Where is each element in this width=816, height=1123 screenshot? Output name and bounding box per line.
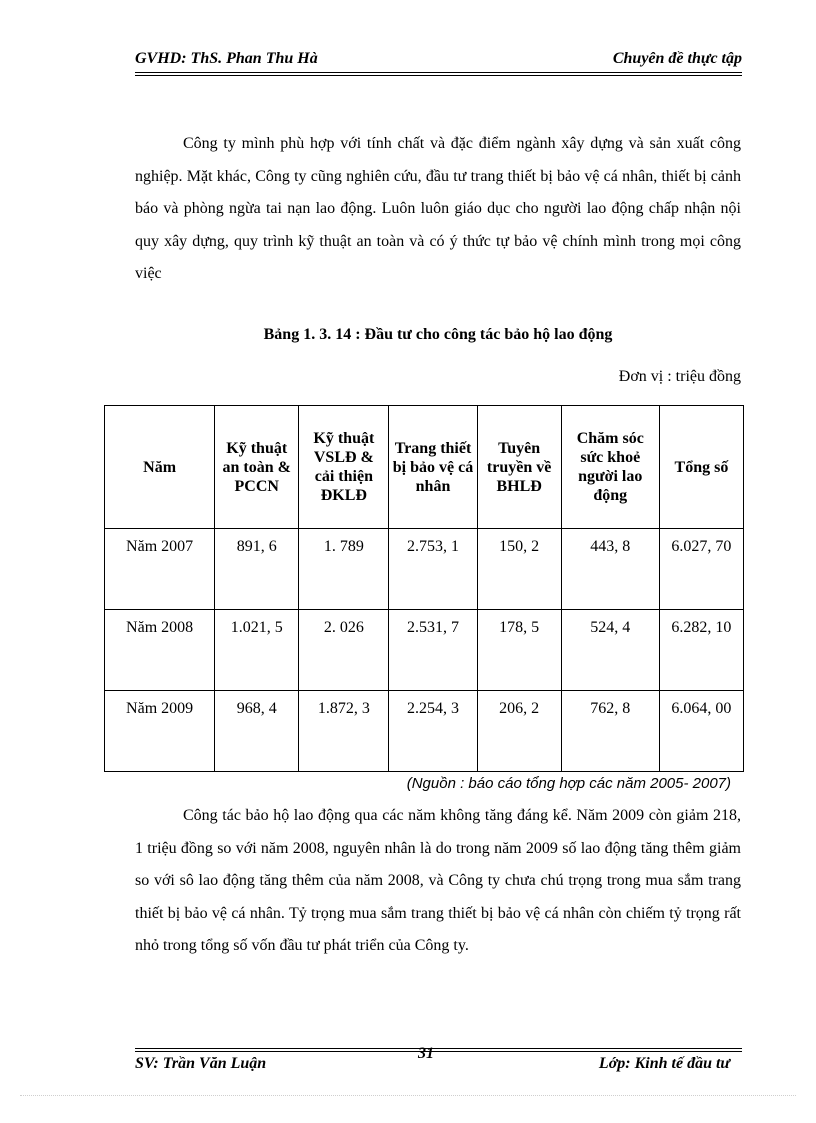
- table-row: [105, 529, 744, 610]
- table-row: [105, 610, 744, 691]
- header-divider-double: [135, 75, 742, 76]
- cell-equipment: 2.531, 7: [389, 610, 477, 691]
- page-edge-dots: [20, 1095, 796, 1096]
- cell-year: Năm 2008: [105, 610, 215, 691]
- cell-healthcare: 762, 8: [561, 691, 659, 772]
- table-caption: Bảng 1. 3. 14 : Đầu tư cho công tác bảo hộ lao động: [263, 326, 613, 343]
- cell-equipment: 2.254, 3: [389, 691, 477, 772]
- col-header-hygiene: Kỹ thuật VSLĐ & cải thiện ĐKLĐ: [299, 406, 389, 529]
- table-source: (Nguồn : báo cáo tổng hợp các năm 2005- 2007): [406, 775, 731, 792]
- cell-total: 6.282, 10: [659, 610, 743, 691]
- header-divider: [135, 72, 742, 73]
- header-supervisor: GVHD: ThS. Phan Thu Hà: [135, 50, 318, 67]
- cell-year: Năm 2007: [105, 529, 215, 610]
- cell-safety: 891, 6: [215, 529, 299, 610]
- col-header-safety: Kỹ thuật an toàn & PCCN: [215, 406, 299, 529]
- table-row: [105, 691, 744, 772]
- footer-divider: [135, 1048, 742, 1049]
- col-header-total: Tổng số: [659, 406, 743, 529]
- table-unit: Đơn vị : triệu đồng: [618, 368, 741, 385]
- header-title: Chuyên đề thực tập: [612, 50, 742, 67]
- col-header-year: Năm: [105, 406, 215, 529]
- table-header-row: [105, 406, 744, 529]
- cell-propaganda: 150, 2: [477, 529, 561, 610]
- col-header-equipment: Trang thiết bị bảo vệ cá nhân: [389, 406, 477, 529]
- cell-hygiene: 2. 026: [299, 610, 389, 691]
- body-paragraph-1: Công ty mình phù hợp với tính chất và đặc điểm ngành xây dựng và sản xuất công nghiệp. Mặt khác, Công ty cũng nghiên cứu, đầu tư trang thiết bị bảo vệ cá nhân, thiết bị cảnh báo và phòng ngừa tai nạn lao động. Luôn luôn giáo dục cho người lao động chấp nhận nội quy xây dựng, quy trình kỹ thuật an toàn và có ý thức tự bảo vệ chính mình trong mọi công việc: [135, 135, 741, 282]
- investment-table: [104, 405, 744, 772]
- cell-healthcare: 524, 4: [561, 610, 659, 691]
- body-paragraph-2: Công tác bảo hộ lao động qua các năm không tăng đáng kể. Năm 2009 còn giảm 218, 1 triệu đồng so với năm 2008, nguyên nhân là do trong năm 2009 số lao động tăng thêm giảm so với sô lao động tăng thêm của năm 2008, và Công ty chưa chú trọng trong mua sắm trang thiết bị bảo vệ cá nhân. Tỷ trọng mua sắm trang thiết bị bảo vệ cá nhân còn chiếm tỷ trọng rất nhỏ trong tổng số vốn đầu tư phát triển của Công ty.: [135, 807, 741, 954]
- cell-healthcare: 443, 8: [561, 529, 659, 610]
- cell-propaganda: 206, 2: [477, 691, 561, 772]
- page-header: [135, 50, 742, 72]
- col-header-healthcare: Chăm sóc sức khoẻ người lao động: [561, 406, 659, 529]
- footer-student: SV: Trần Văn Luận: [135, 1055, 267, 1072]
- cell-safety: 1.021, 5: [215, 610, 299, 691]
- cell-hygiene: 1.872, 3: [299, 691, 389, 772]
- cell-year: Năm 2009: [105, 691, 215, 772]
- cell-total: 6.064, 00: [659, 691, 743, 772]
- page-number: 31: [418, 1045, 434, 1062]
- cell-safety: 968, 4: [215, 691, 299, 772]
- footer-class: Lớp: Kinh tế đầu tư: [598, 1055, 730, 1072]
- footer-divider-double: [135, 1051, 742, 1052]
- cell-propaganda: 178, 5: [477, 610, 561, 691]
- cell-hygiene: 1. 789: [299, 529, 389, 610]
- cell-total: 6.027, 70: [659, 529, 743, 610]
- cell-equipment: 2.753, 1: [389, 529, 477, 610]
- col-header-propaganda: Tuyên truyền về BHLĐ: [477, 406, 561, 529]
